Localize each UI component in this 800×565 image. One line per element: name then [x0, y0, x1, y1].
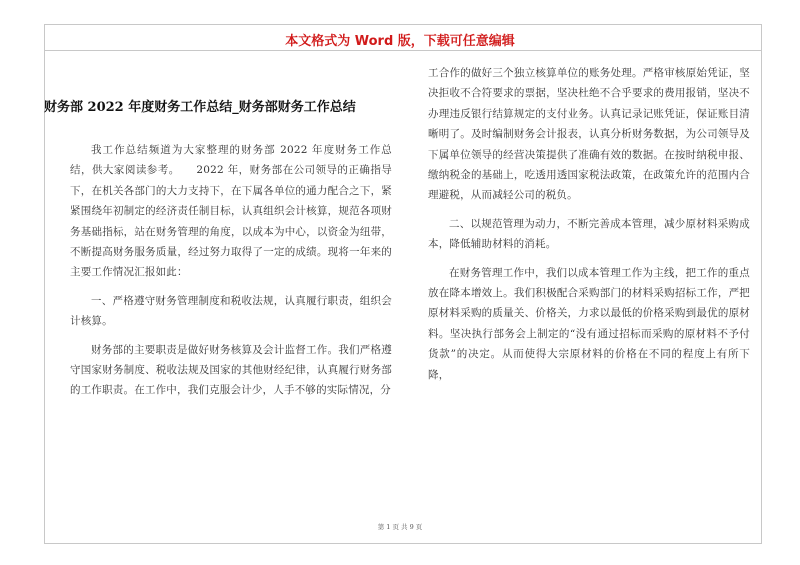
- paragraph: 在财务管理工作中，我们以成本管理工作为主线，把工作的重点放在降本增效上。我们积极配合采购部门的材料采购招标工作，严把原材料采购的质量关、价格关，力求以最低的价格采购到最优的原材料。坚决执行部务会上制定的“没有通过招标而采购的原材料不予付货款”的决定。从而使得大宗原材料的价格在不同的程度上有所下降，: [428, 266, 750, 381]
- paragraph: 我工作总结频道为大家整理的财务部 2022 年度财务工作总结，供大家阅读参考。 2022 年，财务部在公司领导的正确指导下，在机关各部门的大力支持下，在下属各单位的通力配合之下，紧紧围绕年初制定的经济责任制目标，认真组织会计核算，规范各项财务基础指标，站在财务管理的角度，以成本为中心，以资金为纽带，不断提高财务服务质量，经过努力取得了一定的成绩。现将一年来的主要工作情况汇报如此：: [70, 144, 392, 279]
- section-heading: 一、严格遵守财务管理制度和税收法规，认真履行职责，组织会计核算。: [70, 294, 392, 328]
- format-banner: 本文格式为 Word 版，下载可任意编辑: [285, 34, 515, 49]
- page-number: 第 1 页 共 9 页: [377, 523, 423, 531]
- left-column: [70, 140, 392, 401]
- section-heading: 二、以规范管理为动力，不断完善成本管理，减少原材料采购成本，降低辅助材料的消耗。: [428, 217, 750, 251]
- banner-divider: [44, 50, 762, 51]
- right-column: [428, 63, 750, 385]
- paragraph: 财务部的主要职责是做好财务核算及会计监督工作。我们严格遵守国家财务制度、税收法规及国家的其他财经纪律，认真履行财务部的工作职责。在工作中，我们克服会计少，人手不够的实际情况，分: [70, 343, 392, 397]
- document-title: 财务部 2022 年度财务工作总结_财务部财务工作总结: [44, 100, 356, 115]
- paragraph: 工合作的做好三个独立核算单位的账务处理。严格审核原始凭证，坚决拒收不合符要求的票据，坚决杜绝不合乎要求的费用报销，坚决不办理违反银行结算规定的支付业务。认真记录记账凭证，保证账目清晰明了。及时编制财务会计报表，认真分析财务数据，为公司领导及下属单位领导的经营决策提供了准确有效的数据。在按时纳税申报、缴纳税金的基础上，吃透用透国家税法政策，在政策允许的范围内合理避税，从而减轻公司的税负。: [428, 67, 750, 202]
